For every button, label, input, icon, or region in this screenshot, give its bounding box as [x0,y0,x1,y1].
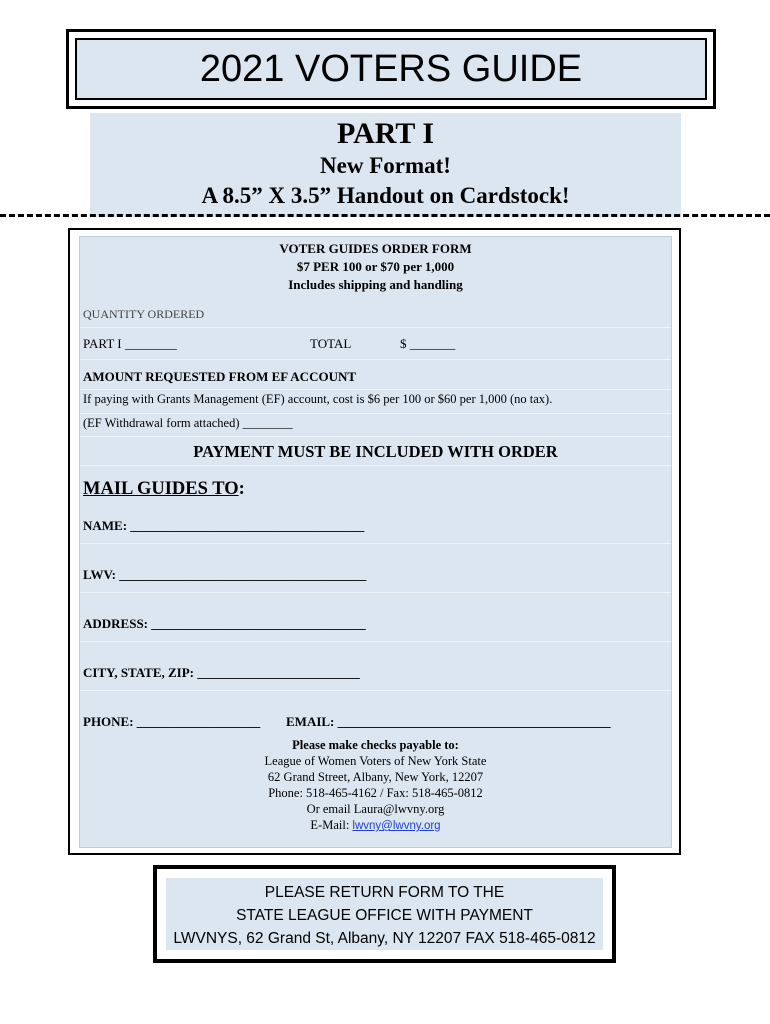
mail-guides-colon: : [238,479,245,499]
email-link[interactable]: lwvny@lwvny.org [352,820,441,832]
payment-note: PAYMENT MUST BE INCLUDED WITH ORDER [193,442,558,461]
order-form-body [79,236,672,848]
page-title: 2021 VOTERS GUIDE [75,38,707,100]
form-price: $7 PER 100 or $70 per 1,000 [296,259,455,274]
form-shipping: Includes shipping and handling [288,277,463,292]
org-phone: Phone: 518-465-4162 / Fax: 518-465-0812 [268,786,483,800]
divider [80,389,671,390]
form-heading: VOTER GUIDES ORDER FORM [279,241,472,256]
address-field[interactable]: ADDRESS: _________________________________ [83,616,366,631]
return-instructions-box [153,865,616,963]
total-field[interactable]: $ _______ [400,336,456,351]
divider [80,413,671,414]
divider [80,592,671,593]
divider [80,359,671,360]
city-state-zip-field[interactable]: CITY, STATE, ZIP: _________________________ [83,665,360,680]
lwv-field[interactable]: LWV: ______________________________________ [83,567,367,582]
quantity-label: QUANTITY ORDERED [83,307,205,321]
divider [80,543,671,544]
divider [80,327,671,328]
part-format-line: New Format! [320,153,451,178]
org-email-line: Or email Laura@lwvny.org [306,802,445,816]
part-handout-line: A 8.5” X 3.5” Handout on Cardstock! [201,183,570,208]
org-name: League of Women Voters of New York State [264,754,487,768]
phone-field[interactable]: PHONE: ___________________ [83,714,261,729]
return-line-2: STATE LEAGUE OFFICE WITH PAYMENT [236,907,533,924]
grants-text: If paying with Grants Management (EF) account, cost is $6 per 100 or $60 per 1,000 (no tax). [83,392,553,406]
checks-payable: Please make checks payable to: [292,738,459,752]
cut-line [0,214,770,217]
divider [80,436,671,437]
divider [80,690,671,691]
part-header [90,113,681,217]
total-label: TOTAL [310,336,352,351]
email-label: E-Mail: [310,818,350,832]
divider [80,465,671,466]
order-form [68,228,681,855]
mail-guides-heading [83,479,245,500]
return-line-3: LWVNYS, 62 Grand St, Albany, NY 12207 FAX 518-465-0812 [173,930,596,947]
mail-guides-title: MAIL GUIDES TO [83,479,239,499]
name-field[interactable]: NAME: ____________________________________ [83,518,365,533]
email-line [80,818,671,833]
part-title: PART I [336,117,435,150]
return-line-1: PLEASE RETURN FORM TO THE [264,884,505,901]
part-quantity-field[interactable]: PART I ________ [83,336,177,351]
title-banner [66,29,716,109]
return-instructions [166,878,603,950]
email-field[interactable]: EMAIL: __________________________________________ [286,714,611,729]
divider [80,641,671,642]
ef-withdrawal-field[interactable]: (EF Withdrawal form attached) ________ [83,416,293,430]
amount-requested-label: AMOUNT REQUESTED FROM EF ACCOUNT [83,369,357,384]
org-address: 62 Grand Street, Albany, New York, 12207 [267,770,484,784]
